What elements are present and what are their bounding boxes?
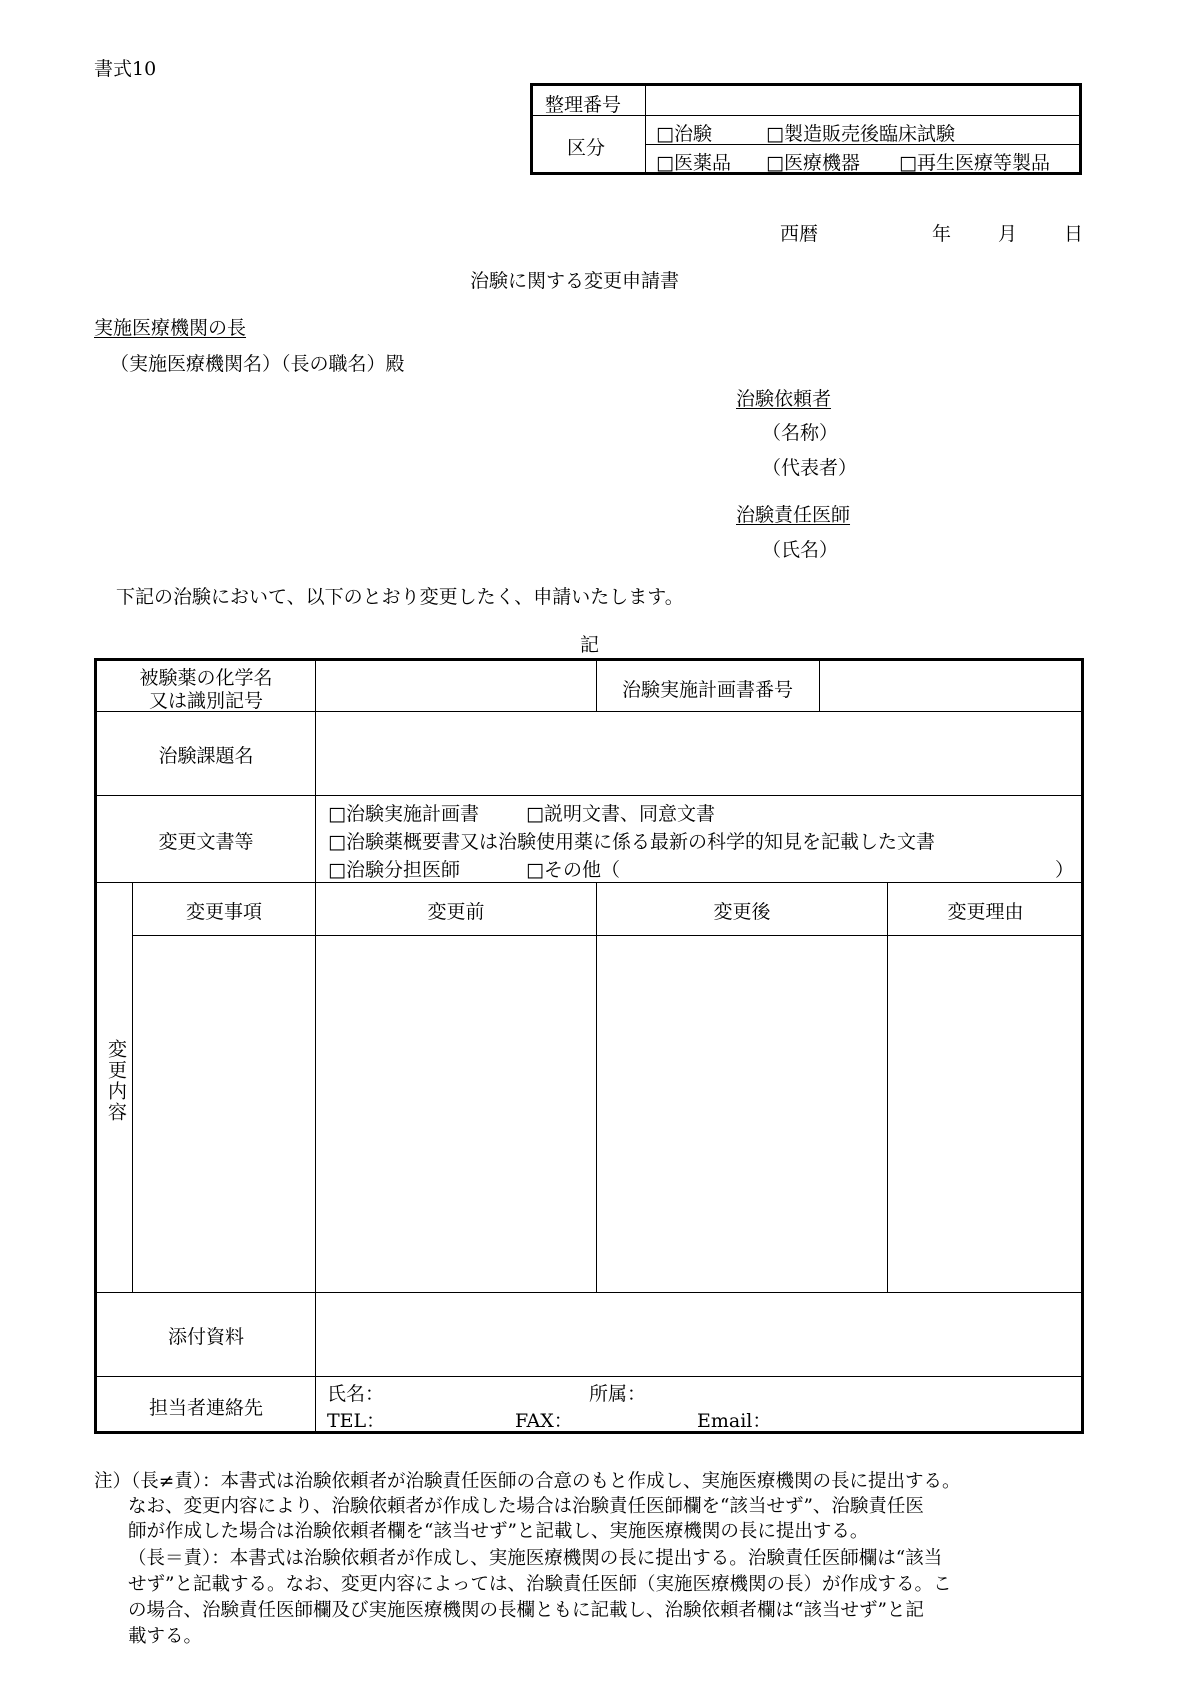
form-number: 書式10: [94, 58, 157, 80]
col-before: 変更前: [427, 901, 485, 923]
contact-affiliation-label: 所属：: [589, 1383, 647, 1405]
addressee-heading: 実施医療機関の長: [94, 317, 247, 339]
changed-docs-label: 変更文書等: [158, 831, 254, 853]
note-line-1: 注）（長≠責）：本書式は治験依頼者が治験責任医師の合意のもと作成し、実施医療機関の長に提出する。: [94, 1471, 961, 1492]
protocol-number-field[interactable]: [821, 661, 1083, 711]
checkbox-other[interactable]: □その他（: [526, 859, 620, 881]
trial-title-label: 治験課題名: [158, 745, 254, 767]
checkbox-drug[interactable]: □医薬品: [656, 152, 731, 174]
col-reason: 変更理由: [947, 901, 1024, 923]
change-request-table: [94, 658, 1084, 1434]
trial-title-field[interactable]: [317, 713, 1083, 795]
other-close-paren: ）: [1055, 859, 1075, 881]
checkbox-protocol[interactable]: □治験実施計画書: [328, 803, 479, 825]
page-title: 治験に関する変更申請書: [470, 270, 680, 292]
note-line-3: 師が作成した場合は治験依頼者欄を“該当せず”と記載し、実施医療機関の長に提出する。: [128, 1521, 869, 1542]
request-statement: 下記の治験において、以下のとおり変更したく、申請いたします。: [116, 586, 684, 608]
date-era: 西暦: [780, 223, 819, 245]
contact-label: 担当者連絡先: [148, 1397, 263, 1419]
before-field[interactable]: [317, 937, 595, 1291]
investigator-name: （氏名）: [762, 539, 839, 561]
sponsor-name: （名称）: [762, 422, 839, 444]
checkbox-regenerative[interactable]: □再生医療等製品: [899, 152, 1050, 174]
date-month: 月: [998, 223, 1018, 245]
attachments-label: 添付資料: [167, 1326, 244, 1348]
note-line-5: せず”と記載する。なお、変更内容によっては、治験責任医師（実施医療機関の長）が作成する。こ: [128, 1574, 952, 1595]
date-year: 年: [932, 223, 952, 245]
note-line-7: 載する。: [128, 1626, 203, 1647]
seiri-label: 整理番号: [545, 94, 622, 116]
note-line-6: の場合、治験責任医師欄及び実施医療機関の長欄ともに記載し、治験依頼者欄は“該当せず”と記: [128, 1600, 924, 1621]
note-line-2: なお、変更内容により、治験依頼者が作成した場合は治験責任医師欄を“該当せず”、治験責任医: [128, 1496, 924, 1517]
drug-name-field[interactable]: [317, 661, 595, 711]
contact-tel-label: TEL：: [327, 1410, 386, 1432]
contact-fax-label: FAX：: [515, 1410, 573, 1432]
change-content-label: 変更内容: [105, 1039, 127, 1123]
checkbox-device[interactable]: □医療機器: [766, 152, 860, 174]
checkbox-sub-investigator[interactable]: □治験分担医師: [328, 859, 460, 881]
col-change-item: 変更事項: [185, 901, 262, 923]
checkbox-consent-docs[interactable]: □説明文書、同意文書: [526, 803, 715, 825]
attachments-field[interactable]: [317, 1294, 1083, 1376]
protocol-number-label: 治験実施計画書番号: [621, 679, 793, 701]
drug-name-label-2: 又は識別記号: [148, 690, 263, 712]
col-after: 変更後: [713, 901, 771, 923]
date-day: 日: [1064, 223, 1084, 245]
sponsor-representative: （代表者）: [762, 457, 858, 479]
checkbox-investigator-brochure[interactable]: □治験薬概要書又は治験使用薬に係る最新の科学的知見を記載した文書: [328, 831, 935, 853]
checkbox-postmarketing-trial[interactable]: □製造販売後臨床試験: [766, 123, 955, 145]
change-item-field[interactable]: [134, 937, 314, 1291]
seiri-kubun-box: [530, 83, 1082, 175]
contact-name-label: 氏名：: [327, 1383, 385, 1405]
ki-label: 記: [580, 634, 600, 656]
contact-email-label: Email：: [697, 1410, 772, 1432]
kubun-label: 区分: [567, 137, 606, 159]
note-line-4: （長＝責）：本書式は治験依頼者が作成し、実施医療機関の長に提出する。治験責任医師欄は“該当: [128, 1548, 943, 1569]
reason-field[interactable]: [889, 937, 1083, 1291]
drug-name-label-1: 被験薬の化学名: [139, 667, 273, 689]
after-field[interactable]: [598, 937, 886, 1291]
checkbox-chiken[interactable]: □治験: [656, 123, 712, 145]
sponsor-heading: 治験依頼者: [736, 388, 832, 410]
addressee-name: （実施医療機関名）（長の職名）殿: [110, 353, 405, 375]
investigator-heading: 治験責任医師: [736, 504, 851, 526]
